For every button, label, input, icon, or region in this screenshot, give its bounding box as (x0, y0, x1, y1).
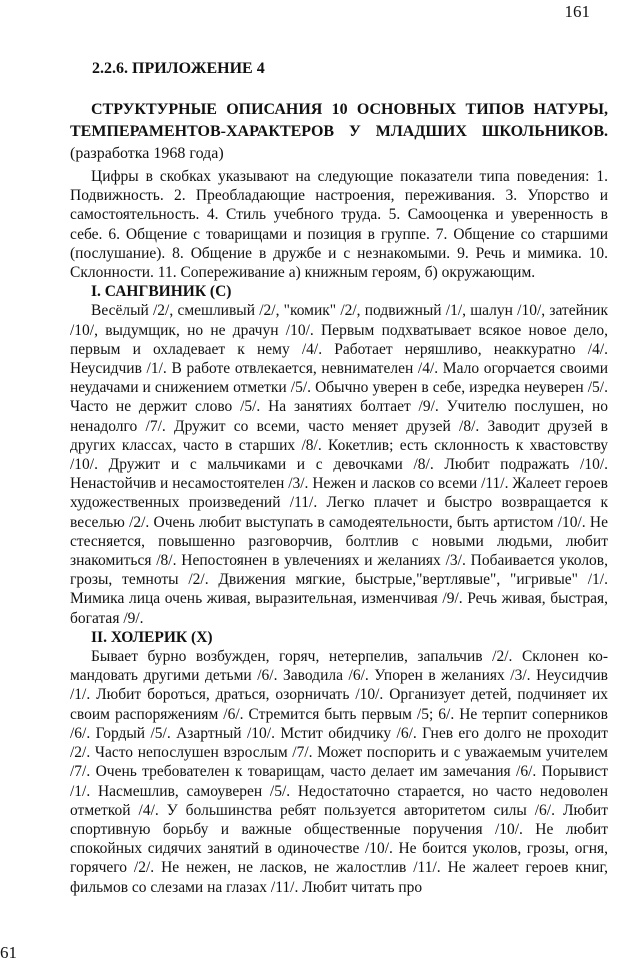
page-number-top: 161 (564, 2, 590, 21)
intro-paragraph: Цифры в скобках указывают на следующие показатели типа поведения: 1. Подвижность. 2. Преобладающие настроения, переживания. 3. Упорство и самостоятельность. 4. Стиль учебного труда. 5. Самооценка и уверенность в себе. 6. Общение с товарищами и позиция в группе. 7. Общение со старшими (послушание). 8. Общение в дружбе и с незнакомыми. 9. Речь и мимика. 10. Склонности. 11. Сопереживание а) книжным героям, б) окружающим. (70, 168, 608, 282)
section-heading: 2.2.6. ПРИЛОЖЕНИЕ 4 (92, 60, 265, 77)
title-note: (разработка 1968 года) (70, 145, 224, 162)
type-heading-sanguine: I. САНГВИНИК (С) (91, 283, 232, 301)
type-text-sanguine: Весёлый /2/, смешливый /2/, "комик" /2/, подвижный /1/, шалун /10/, затейник /10/, выдумщик, но не драчун /10/. Первым подхватывает всякое новое дело, первым и охладевает к нему /4/. Работает неряшливо, неаккуратно /4/. Неусидчив /1/. В работе отвлекается, невнимателен /4/. Мало огорчается своими неудачами и снижением отметки /5/. Обычно уверен в себе, изредка неуверен /5/. Часто не держит слово /5/. На занятиях болтает /9/. Учителю послушен, но ненадолго /7/. Дружит со всеми, часто меняет друзей /8/. Заводит друзей в других классах, часто в старших /8/. Кокетлив; есть склонность к хвастовству /10/. Дружит и с мальчиками и с девочками /8/. Любит подражать /10/. Ненастойчив и несамостоятелен /3/. Нежен и ласков со всеми /11/. Жалеет героев художественных произведений /11/. Легко плачет и быстро возвращается к веселью /2/. Очень любит выступать в самодеятельности, быть артистом /10/. Не стесняется, повышенно разговорчив, болтлив с новыми людьми, любит знакомиться /8/. Непостоянен в увлечениях и желаниях /3/. Побаивается уколов, грозы, темноты /2/. Движения мягкие, быстрые,"вертлявые", "игривые" /1/. Мимика лица очень живая, выразительная, изменчивая /9/. Речь живая, быстрая, богатая /9/. (70, 302, 608, 627)
page-content (70, 56, 608, 897)
type-heading-choleric: II. ХОЛЕРИК (Х) (91, 628, 213, 646)
document-title (70, 99, 608, 165)
page-number-bottom: 61 (0, 943, 17, 962)
title-text: СТРУКТУРНЫЕ ОПИСАНИЯ 10 ОСНОВНЫХ ТИПОВ НАТУРЫ, ТЕМПЕРАМЕНТОВ-ХАРАКТЕРОВ У МЛАДШИХ ШКОЛЬНИКОВ. (70, 101, 608, 140)
type-text-choleric: Бывает бурно возбужден, горяч, нетерпелив, запальчив /2/. Склонен командовать другими детьми /6/. Заводила /6/. Упорен в желаниях /3/. Неусидчив /1/. Любит бороться, драться, озорничать /10/. Организует детей, подчиняет их своим распоряжениям /6/. Стремится быть первым /5; 6/. Не терпит соперников /6/. Гордый /5/. Азартный /10/. Мстит обидчику /6/. Гнев его долго не проходит /2/. Часто непослушен взрослым /7/. Может поспорить и с уважаемым учителем /7/. Очень требователен к товарищам, часто делает им замечания /6/. Порывист /1/. Насмешлив, самоуверен /5/. Недостаточно старается, но часто недоволен отметкой /4/. У большинства ребят пользуется авторитетом силы /6/. Любит спортивную борьбу и важные общественные поручения /10/. Не любит спокойных сидячих занятий в одиночестве /10/. Не боится уколов, грозы, огня, горячего /2/. Не нежен, не ласков, не жалостлив /11/. Не жалеет героев книг, фильмов со слезами на глазах /11/. Любит читать про (70, 648, 608, 896)
